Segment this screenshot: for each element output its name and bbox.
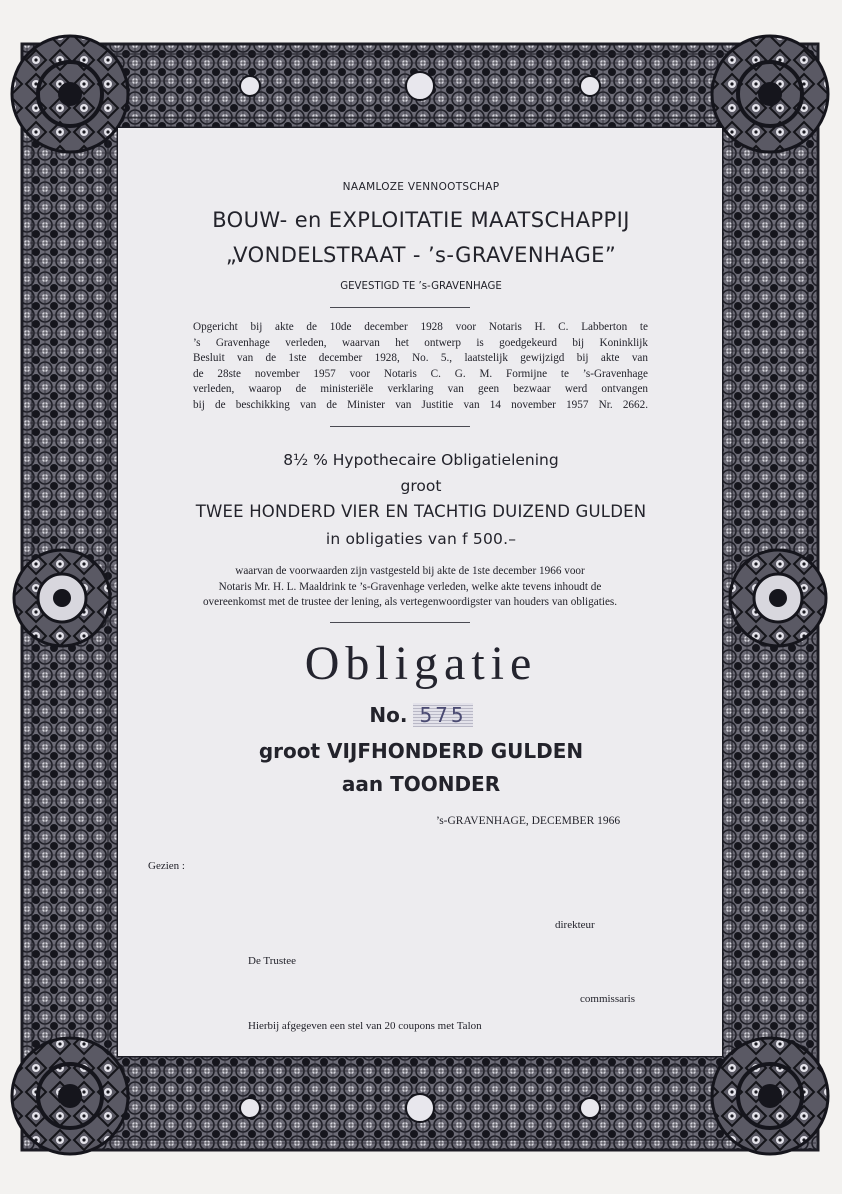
loan-amount: TWEE HONDERD VIER EN TACHTIG DUIZEND GULDEN	[195, 502, 647, 521]
director-label: direkteur	[555, 919, 595, 931]
bond-title: Obligatie	[304, 637, 538, 690]
company-name-line1: BOUW- en EXPLOITATIE MAATSCHAPPIJ	[212, 208, 630, 232]
conditions-paragraph: waarvan de voorwaarden zijn vastgesteld bij akte de 1ste december 1966 voor Notaris Mr. H. L. Maaldrink te ’s-Gravenhage verleden, welke akte tevens inhoudt de overeenkomst met de trustee der lening, als vertegenwoordigster van houders van obligaties.	[202, 565, 618, 609]
bond-bearer: aan TOONDER	[341, 772, 501, 796]
bond-number-line	[0, 703, 842, 727]
seen-label: Gezien :	[148, 860, 185, 872]
side-medallion-icon	[730, 550, 826, 646]
loan-denomination: in obligaties van f 500.–	[325, 530, 517, 548]
coupons-note: Hierbij afgegeven een stel van 20 coupons met Talon	[248, 1020, 482, 1032]
company-type: NAAMLOZE VENNOOTSCHAP	[342, 181, 500, 193]
corner-rosette-icon	[712, 36, 828, 152]
founding-paragraph: Opgericht bij akte de 10de december 1928 voor Notaris H. C. Labberton te ’s Gravenhage verleden, waarvan het ontwerp is goedgekeurd bij Koninklijk Besluit van de 1ste december 1928, No. 5., laatstelijk gewijzigd bij akte van de 28ste november 1957 voor Notaris C. G. M. Formijne te ’s-Gravenhage verleden, waarop de ministeriële verklaring van geen bezwaar werd ontvangen bij de beschikking van de Minister van Justitie van 14 november 1957 Nr. 2662.	[193, 321, 648, 411]
divider	[330, 622, 470, 623]
company-name-line2: „VONDELSTRAAT - ’s-GRAVENHAGE”	[225, 243, 617, 267]
loan-title: 8½ % Hypothecaire Obligatielening	[283, 451, 559, 469]
corner-rosette-icon	[12, 1038, 128, 1154]
company-seat: GEVESTIGD TE ’s-GRAVENHAGE	[340, 281, 502, 292]
bond-number-label: No.	[369, 703, 408, 727]
loan-groot: groot	[400, 477, 442, 495]
corner-rosette-icon	[712, 1038, 828, 1154]
place-date: ’s-GRAVENHAGE, DECEMBER 1966	[436, 815, 621, 827]
commissioner-label: commissaris	[580, 993, 635, 1005]
bond-number: 575	[413, 703, 472, 727]
bond-value: groot VIJFHONDERD GULDEN	[258, 739, 584, 763]
trustee-label: De Trustee	[248, 955, 296, 967]
side-medallion-icon	[14, 550, 110, 646]
corner-rosette-icon	[12, 36, 128, 152]
divider	[330, 307, 470, 308]
divider	[330, 426, 470, 427]
